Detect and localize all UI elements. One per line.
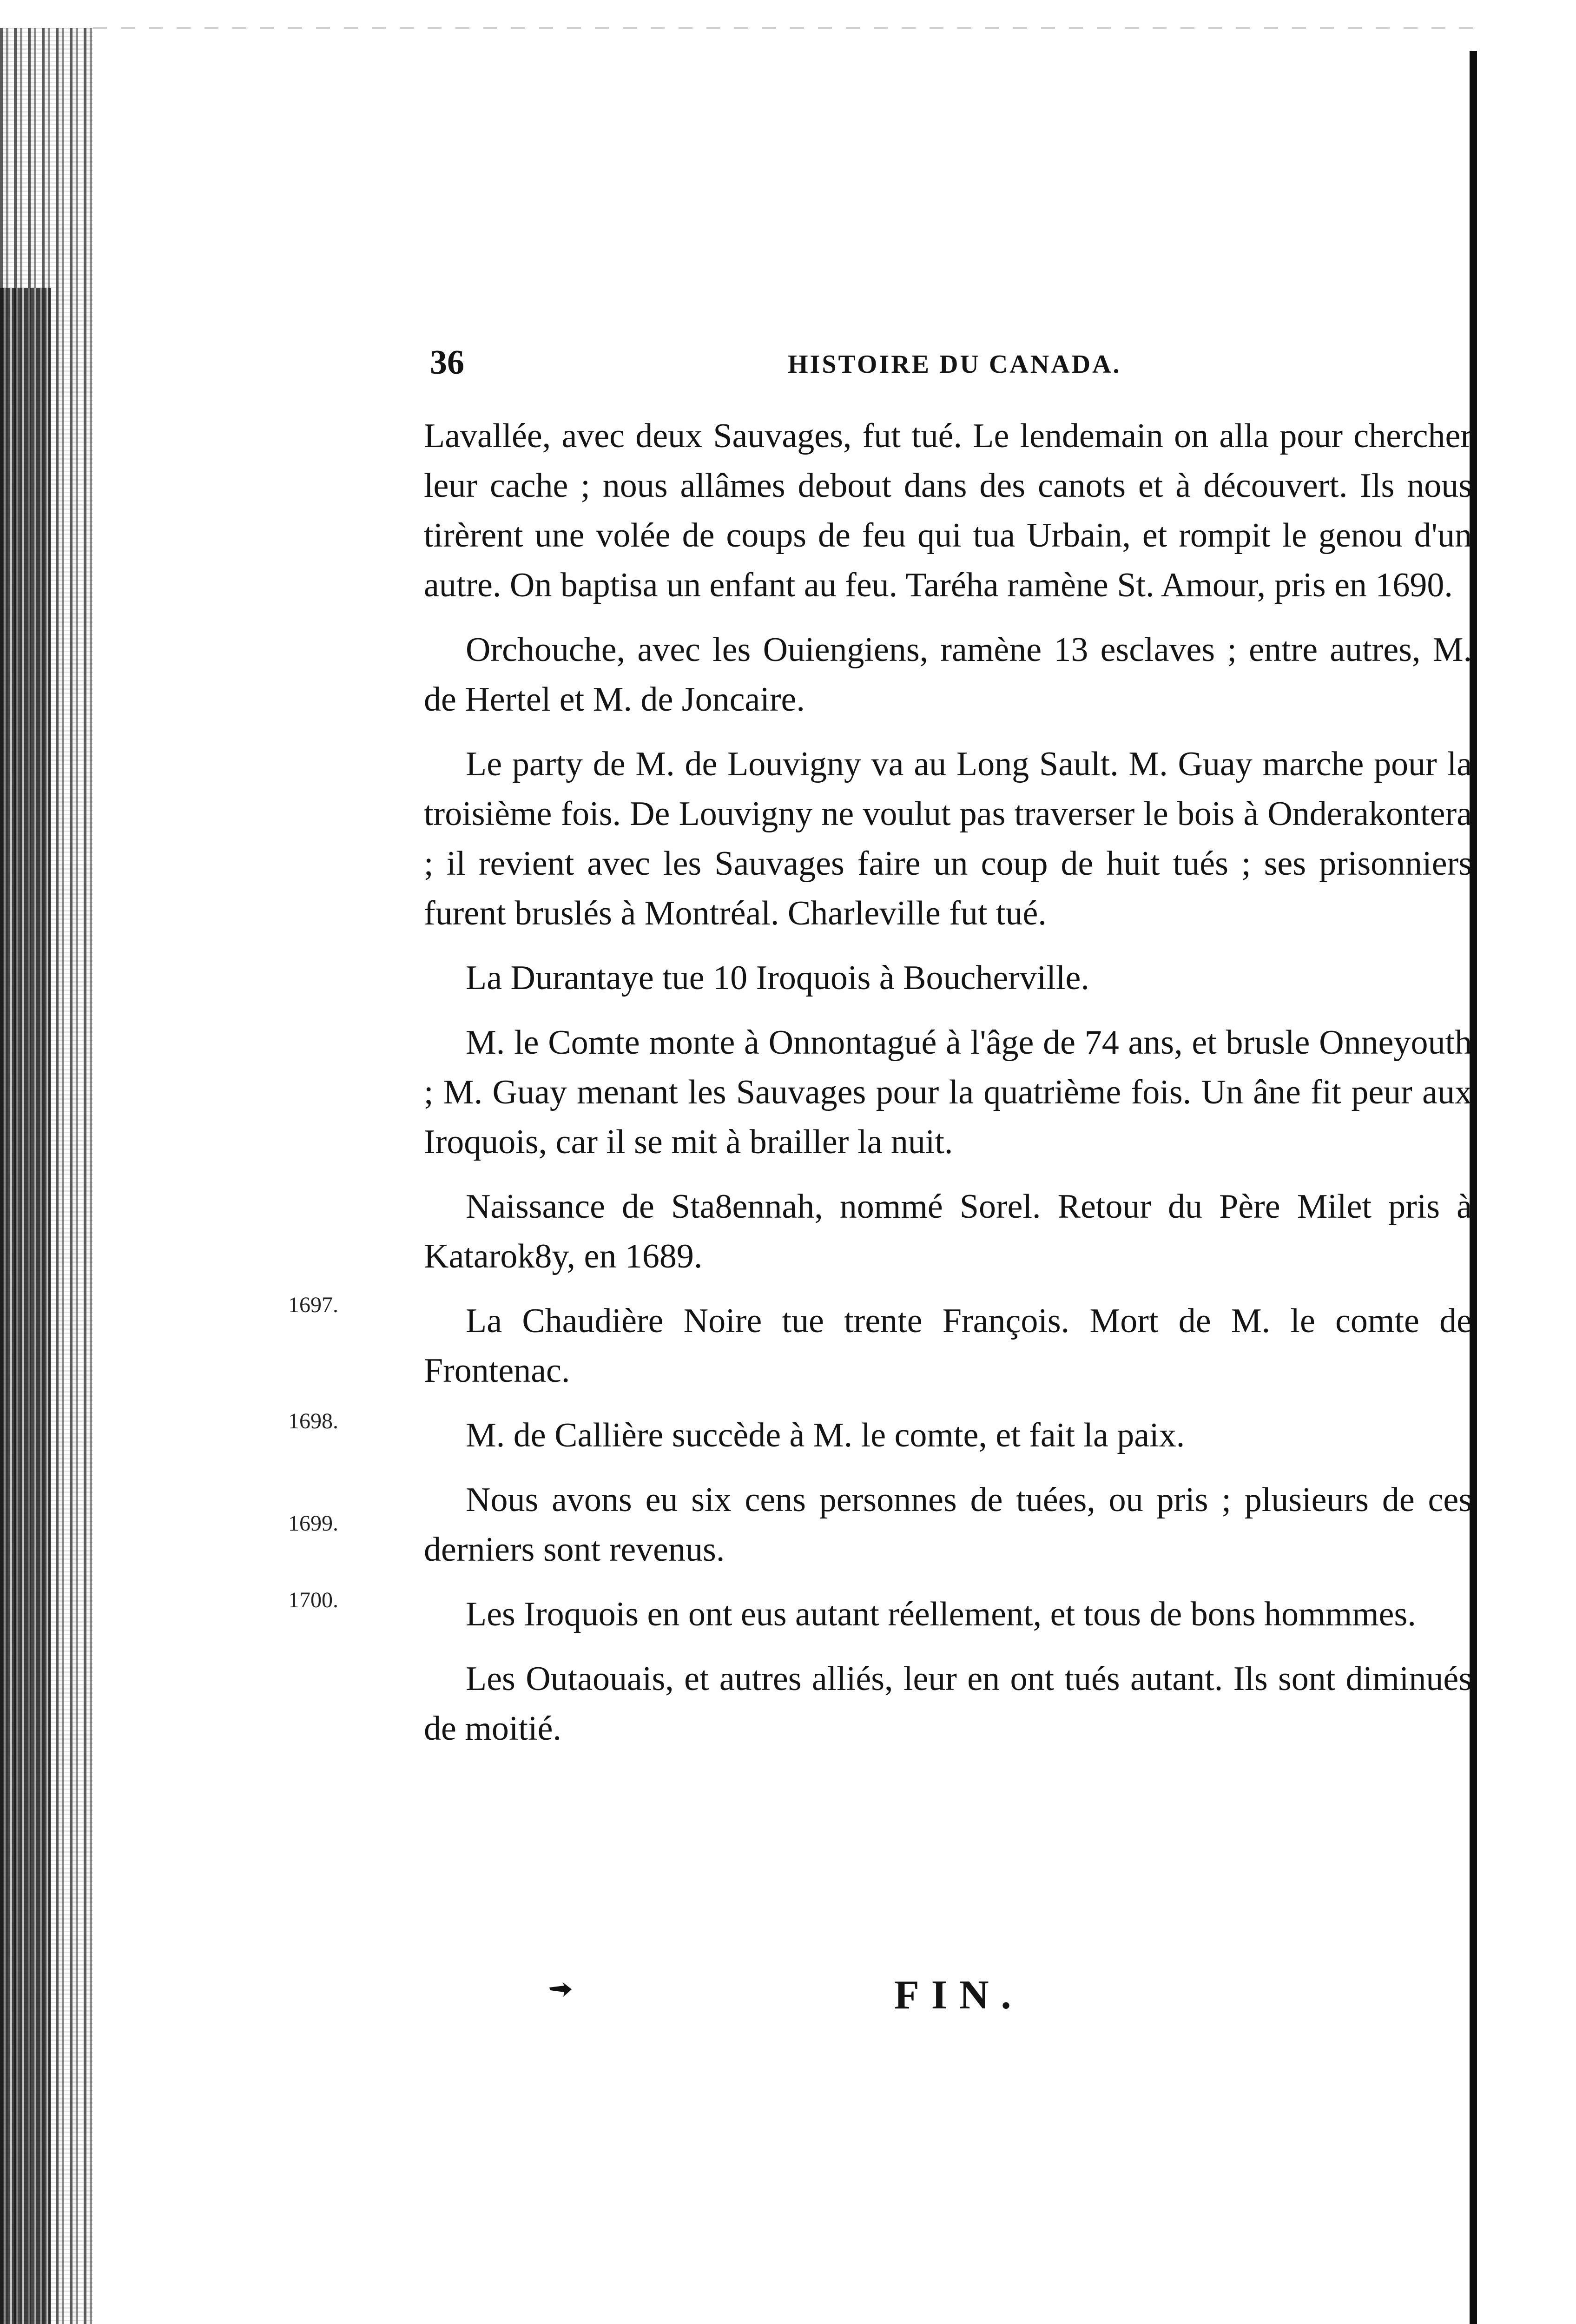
paragraph: Les Iroquois en ont eus autant réellement, et tous de bons hommmes. <box>466 1595 1416 1633</box>
ornament-icon <box>548 1981 573 1999</box>
margin-year: 1700. <box>288 1588 338 1612</box>
closing-fin: FIN. <box>894 1973 1023 2018</box>
running-title: HISTOIRE DU CANADA. <box>788 350 1121 379</box>
running-header <box>430 343 1471 385</box>
margin-year: 1697. <box>288 1293 338 1317</box>
margin-year: 1698. <box>288 1409 338 1433</box>
page-number: 36 <box>430 343 464 382</box>
paragraph: Le party de M. de Louvigny va au Long Sault. M. Guay marche pour la troisième fois. De Louvigny ne voulut pas traverser le bois à Onderakontera ; il revient avec les Sauvages faire un coup de huit tués ; ses prisonniers furent bruslés à Montréal. Charleville fut tué. <box>424 745 1472 932</box>
paragraph: Les Outaouais, et autres alliés, leur en ont tués autant. Ils sont diminués de moitié. <box>424 1660 1472 1748</box>
binding-dark-strip <box>0 288 51 2324</box>
paragraph: Naissance de Sta8ennah, nommé Sorel. Retour du Père Milet pris à Katarok8y, en 1689. <box>424 1188 1472 1275</box>
body-text <box>424 411 1472 1769</box>
paragraph: La Chaudière Noire tue trente François. Mort de M. le comte de Frontenac. <box>424 1302 1472 1390</box>
paragraph: M. de Callière succède à M. le comte, et fait la paix. <box>466 1416 1185 1454</box>
margin-year: 1699. <box>288 1511 338 1536</box>
top-scan-edge <box>93 27 1487 29</box>
paragraph: Orchouche, avec les Ouiengiens, ramène 13 esclaves ; entre autres, M. de Hertel et M. de Joncaire. <box>424 631 1472 719</box>
paragraph: Nous avons eu six cens personnes de tuées, ou pris ; plusieurs de ces derniers sont revenus. <box>424 1481 1472 1569</box>
paragraph: M. le Comte monte à Onnontagué à l'âge de 74 ans, et brusle Onneyouth ; M. Guay menant les Sauvages pour la quatrième fois. Un âne fit peur aux Iroquois, car il se mit à brailler la nuit. <box>424 1023 1472 1161</box>
paragraph: Lavallée, avec deux Sauvages, fut tué. Le lendemain on alla pour chercher leur cache ; nous allâmes debout dans des canots et à découvert. Ils nous tirèrent une volée de coups de feu qui tua Urbain, et rompit le genou d'un autre. On baptisa un enfant au feu. Taréha ramène St. Amour, pris en 1690. <box>424 417 1472 604</box>
paragraph: La Durantaye tue 10 Iroquois à Boucherville. <box>466 959 1089 997</box>
